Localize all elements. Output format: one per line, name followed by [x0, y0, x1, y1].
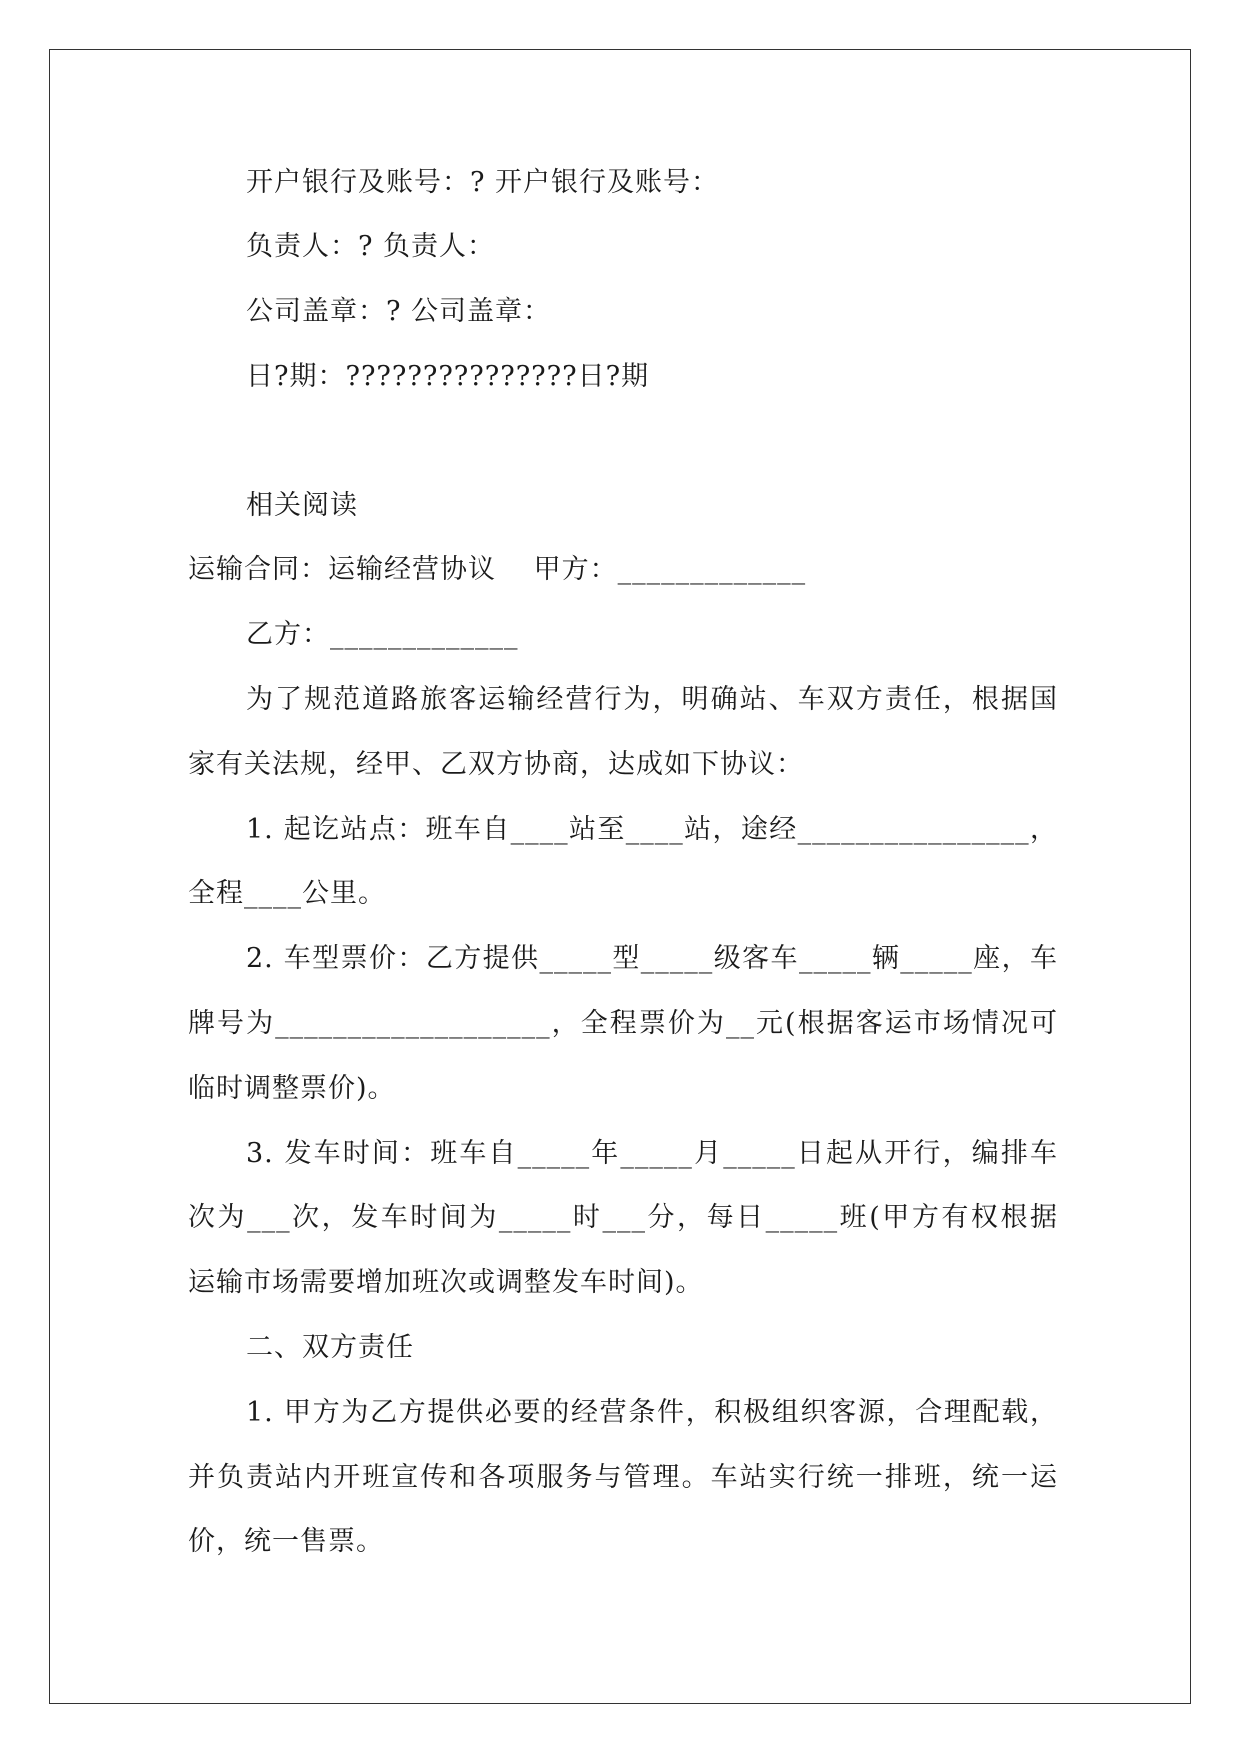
- item2-line-3: 临时调整票价)。: [188, 1073, 396, 1104]
- section2-heading: 二、双方责任: [246, 1332, 414, 1363]
- item1-line-2: 全程____公里。: [188, 878, 386, 909]
- item2-line-2: 牌号为___________________，全程票价为__元(根据客运市场情况可: [188, 1008, 1058, 1039]
- item2-line-1: 2. 车型票价：乙方提供_____型_____级客车_____辆_____座，车: [246, 943, 1058, 974]
- related-reading-heading: 相关阅读: [246, 490, 358, 521]
- duty1-line-1: 1. 甲方为乙方提供必要的经营条件，积极组织客源，合理配载，: [246, 1397, 1058, 1428]
- date-line: 日?期：???????????????日?期: [246, 361, 650, 392]
- item3-line-2: 次为___次，发车时间为_____时___分，每日_____班(甲方有权根据: [188, 1202, 1058, 1233]
- bank-account-line: 开户银行及账号：? 开户银行及账号：: [246, 167, 720, 198]
- party-b-line: 乙方：_____________: [246, 619, 519, 650]
- contract-title-line: 运输合同：运输经营协议 甲方：_____________: [188, 554, 807, 585]
- duty1-line-2: 并负责站内开班宣传和各项服务与管理。车站实行统一排班，统一运: [188, 1462, 1058, 1493]
- intro-paragraph-line-1: 为了规范道路旅客运输经营行为，明确站、车双方责任，根据国: [246, 684, 1058, 715]
- duty1-line-3: 价，统一售票。: [188, 1526, 384, 1557]
- principal-line: 负责人：? 负责人：: [246, 231, 496, 262]
- item3-line-3: 运输市场需要增加班次或调整发车时间)。: [188, 1267, 704, 1298]
- intro-paragraph-line-2: 家有关法规，经甲、乙双方协商，达成如下协议：: [188, 749, 804, 780]
- item3-line-1: 3. 发车时间：班车自_____年_____月_____日起从开行，编排车: [246, 1138, 1058, 1169]
- company-seal-line: 公司盖章：? 公司盖章：: [246, 296, 552, 327]
- item1-line-1: 1. 起讫站点：班车自____站至____站，途经________________，: [246, 814, 1058, 845]
